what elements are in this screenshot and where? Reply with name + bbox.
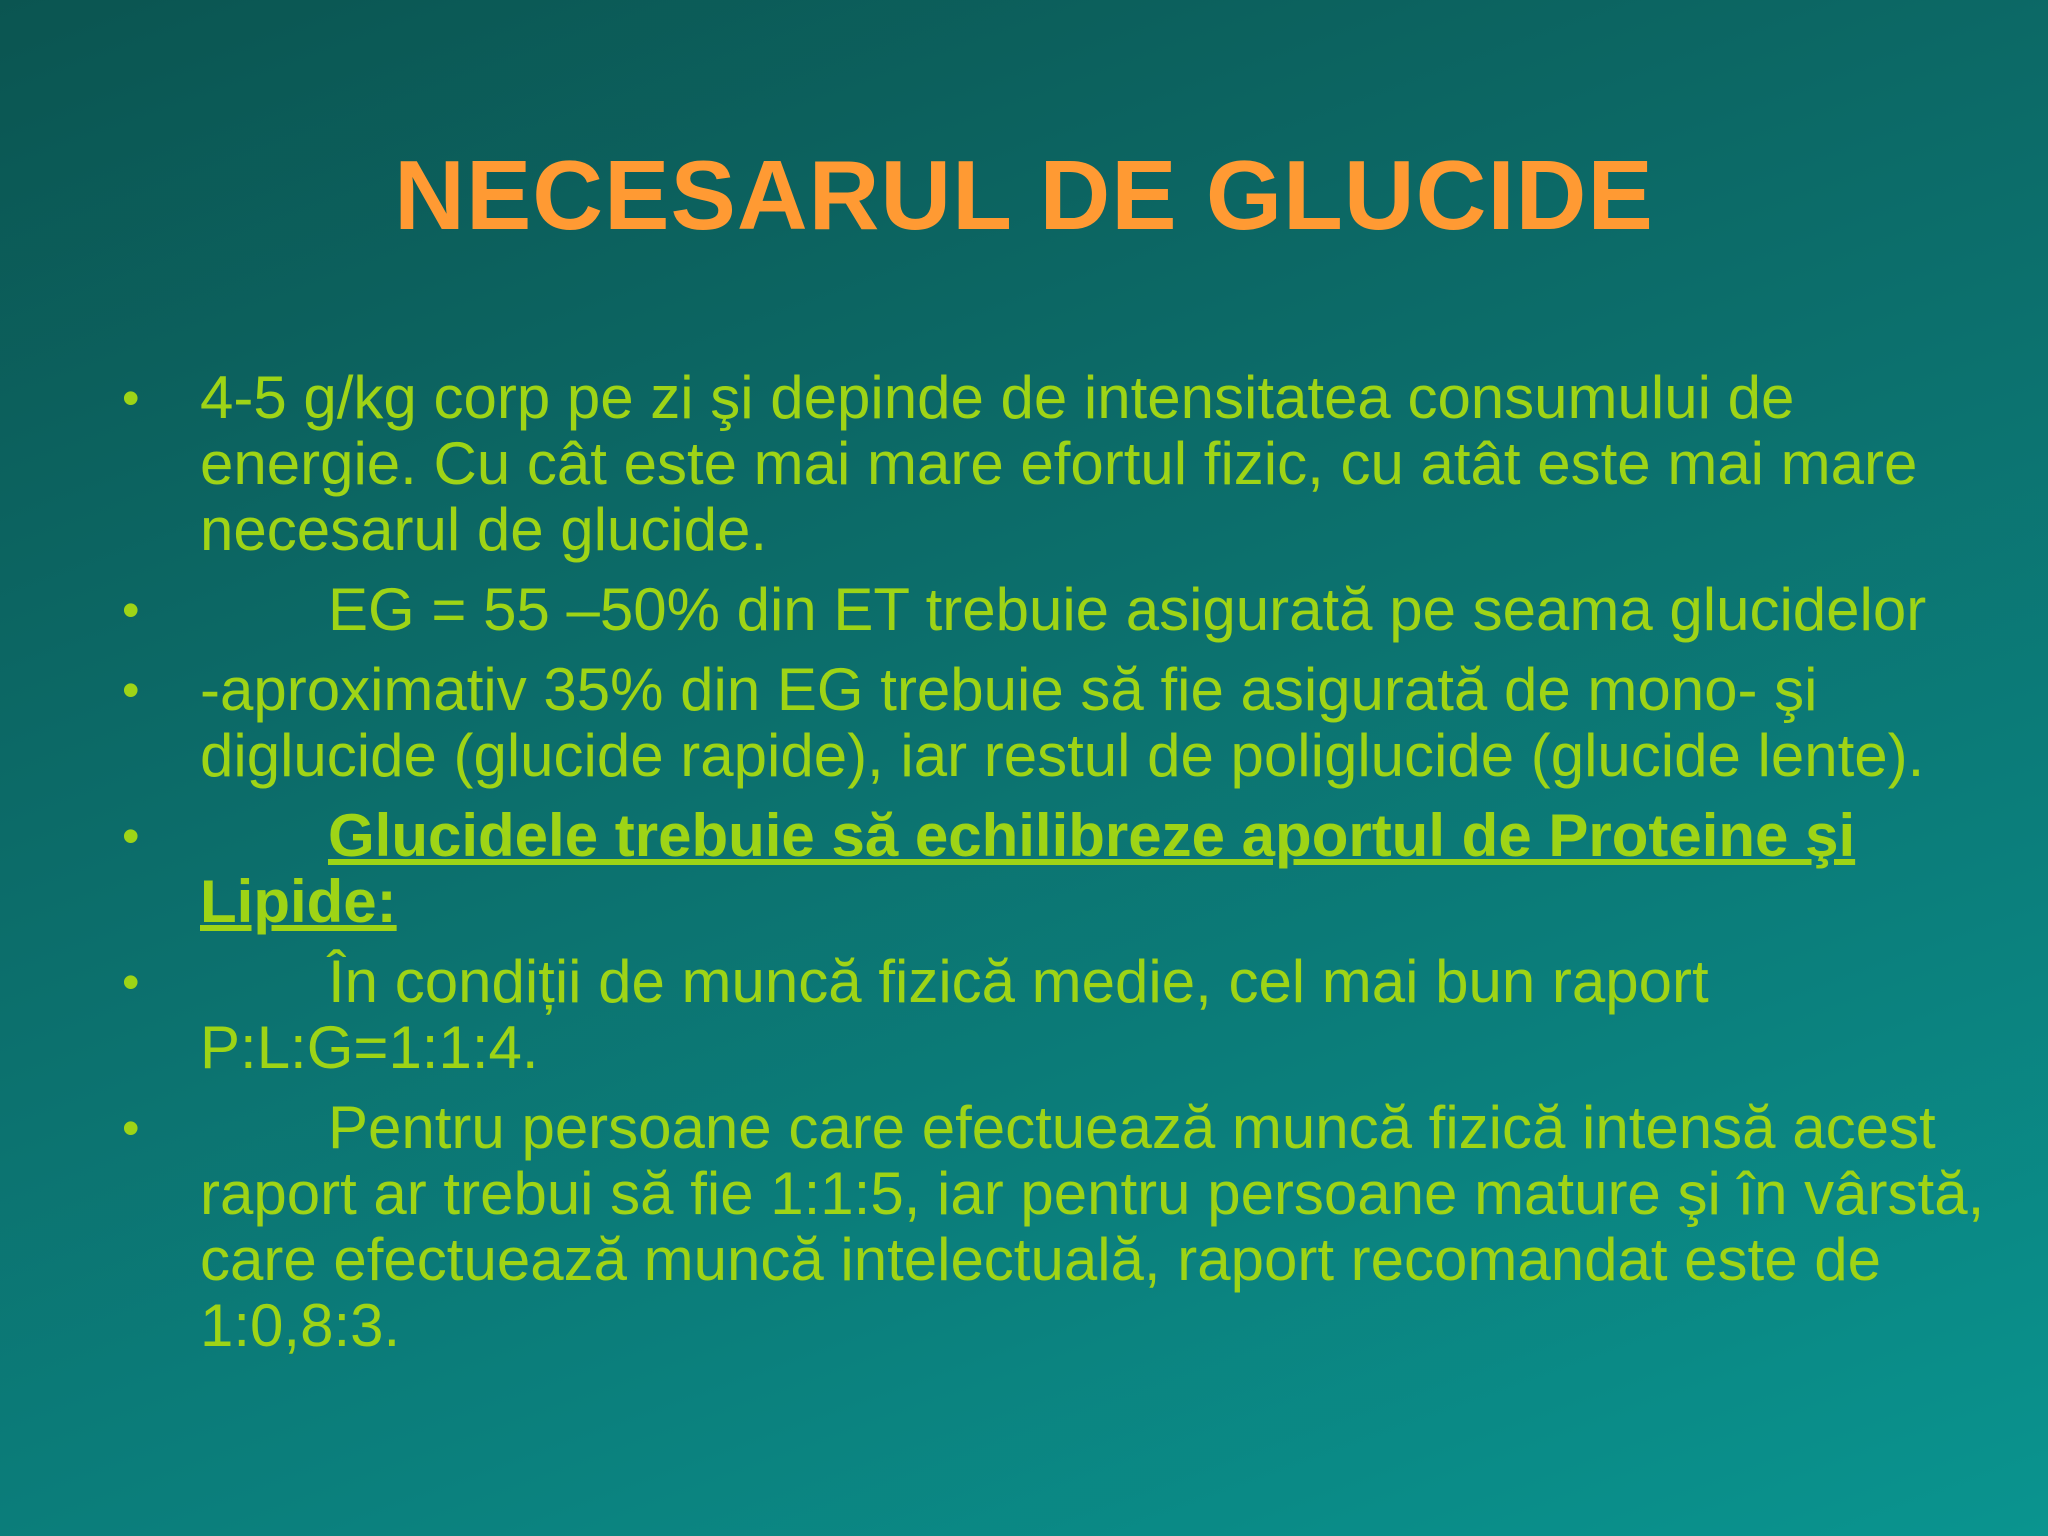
bullet-dot-icon: •	[122, 954, 140, 1010]
slide-title: NECESARUL DE GLUCIDE	[394, 140, 1654, 250]
bullet-text: EG = 55 –50% din ET trebuie asigurată pe seama glucidelor	[328, 576, 1927, 643]
bullet-text: În condiții de muncă fizică medie, cel mai bun raport P:L:G=1:1:4.	[200, 948, 1709, 1081]
bullet-item	[0, 577, 2048, 643]
bullet-dot-icon: •	[122, 808, 140, 864]
bullet-list	[0, 365, 2048, 1373]
bullet-item	[0, 1095, 2048, 1359]
bullet-item	[0, 949, 2048, 1081]
bullet-item	[0, 803, 2048, 935]
bullet-dot-icon: •	[122, 662, 140, 718]
bullet-text: 4-5 g/kg corp pe zi şi depinde de intensitatea consumului de energie. Cu cât este mai mare efortul fizic, cu atât este mai mare necesarul de glucide.	[200, 364, 1918, 563]
bullet-text: -aproximativ 35% din EG trebuie să fie asigurată de mono- şi diglucide (glucide rapide), iar restul de poliglucide (glucide lente).	[200, 656, 1925, 789]
bullet-dot-icon: •	[122, 370, 140, 426]
bullet-item	[0, 365, 2048, 563]
bullet-text-emphasis: Glucidele trebuie să echilibreze aportul de Proteine şi Lipide:	[200, 802, 1856, 935]
bullet-dot-icon: •	[122, 582, 140, 638]
bullet-item	[0, 657, 2048, 789]
bullet-text: Pentru persoane care efectuează muncă fizică intensă acest raport ar trebui să fie 1:1:5, iar pentru persoane mature şi în vârstă, care efectuează muncă intelectuală, raport recomandat este de 1:0,8:3.	[200, 1094, 1985, 1359]
bullet-dot-icon: •	[122, 1100, 140, 1156]
